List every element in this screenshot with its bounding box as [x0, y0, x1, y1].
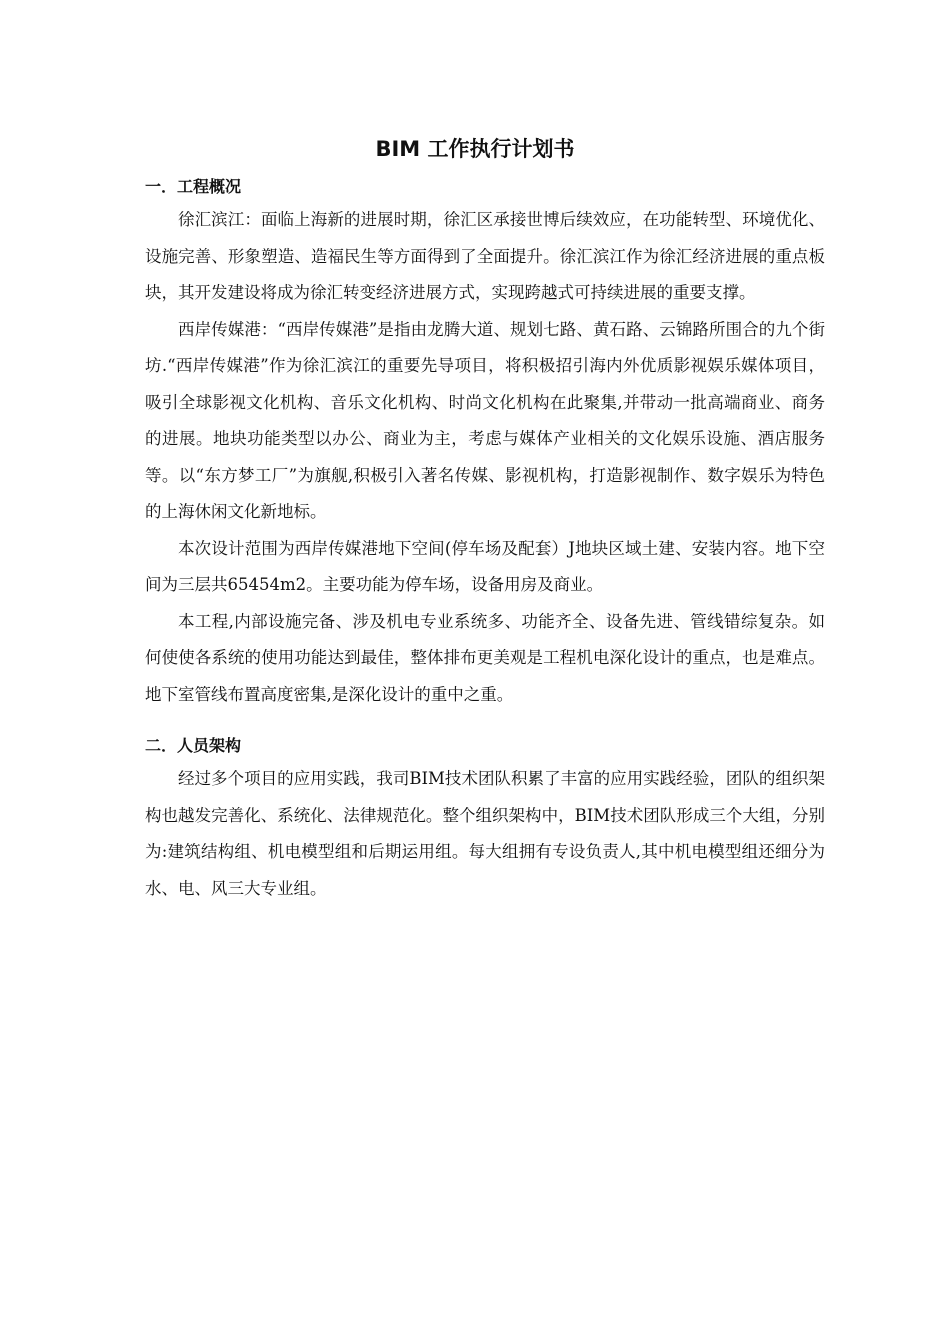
- paragraph-project-complexity: 本工程,内部设施完备、涉及机电专业系统多、功能齐全、设备先进、管线错综复杂。如何使使各系统的使用功能达到最佳，整体排布更美观是工程机电深化设计的重点，也是难点。地下室管线布置高度密集,是深化设计的重中之重。: [145, 611, 825, 704]
- paragraph-team-organization: 经过多个项目的应用实践，我司BIM技术团队积累了丰富的应用实践经验，团队的组织架构也越发完善化、系统化、法律规范化。整个组织架构中，BIM技术团队形成三个大组，分别为:建筑结构组、机电模型组和后期运用组。每大组拥有专设负责人,其中机电模型组还细分为水、电、风三大专业组。: [145, 769, 825, 898]
- paragraph-xuhui-binjiang: 徐汇滨江：面临上海新的进展时期，徐汇区承接世博后续效应，在功能转型、环境优化、设施完善、形象塑造、造福民生等方面得到了全面提升。徐汇滨江作为徐汇经济进展的重点板块，其开发建设将成为徐汇转变经济进展方式，实现跨越式可持续进展的重要支撑。: [145, 210, 825, 302]
- paragraph-west-bund-media-port: 西岸传媒港：“西岸传媒港”是指由龙腾大道、规划七路、黄石路、云锦路所围合的九个街坊.“西岸传媒港”作为徐汇滨江的重要先导项目，将积极招引海内外优质影视娱乐媒体项目，吸引全球影视文化机构、音乐文化机构、时尚文化机构在此聚集,并带动一批高端商业、商务的进展。地块功能类型以办公、商业为主，考虑与媒体产业相关的文化娱乐设施、酒店服务等。以“东方梦工厂”为旗舰,积极引入著名传媒、影视机构，打造影视制作、数字娱乐为特色的上海休闲文化新地标。: [145, 319, 825, 521]
- section-heading-team-structure: 二．人员架构: [145, 736, 242, 755]
- document-title: BIM 工作执行计划书: [375, 137, 575, 161]
- document-body: [145, 174, 825, 907]
- section-team-structure: [145, 733, 825, 907]
- paragraph-design-scope: 本次设计范围为西岸传媒港地下空间(停车场及配套）J地块区域土建、安装内容。地下空间为三层共65454m2。主要功能为停车场，设备用房及商业。: [145, 538, 825, 594]
- section-spacer: [145, 713, 825, 733]
- section-heading-project-overview: 一．工程概况: [145, 177, 242, 196]
- section-project-overview: [145, 174, 825, 713]
